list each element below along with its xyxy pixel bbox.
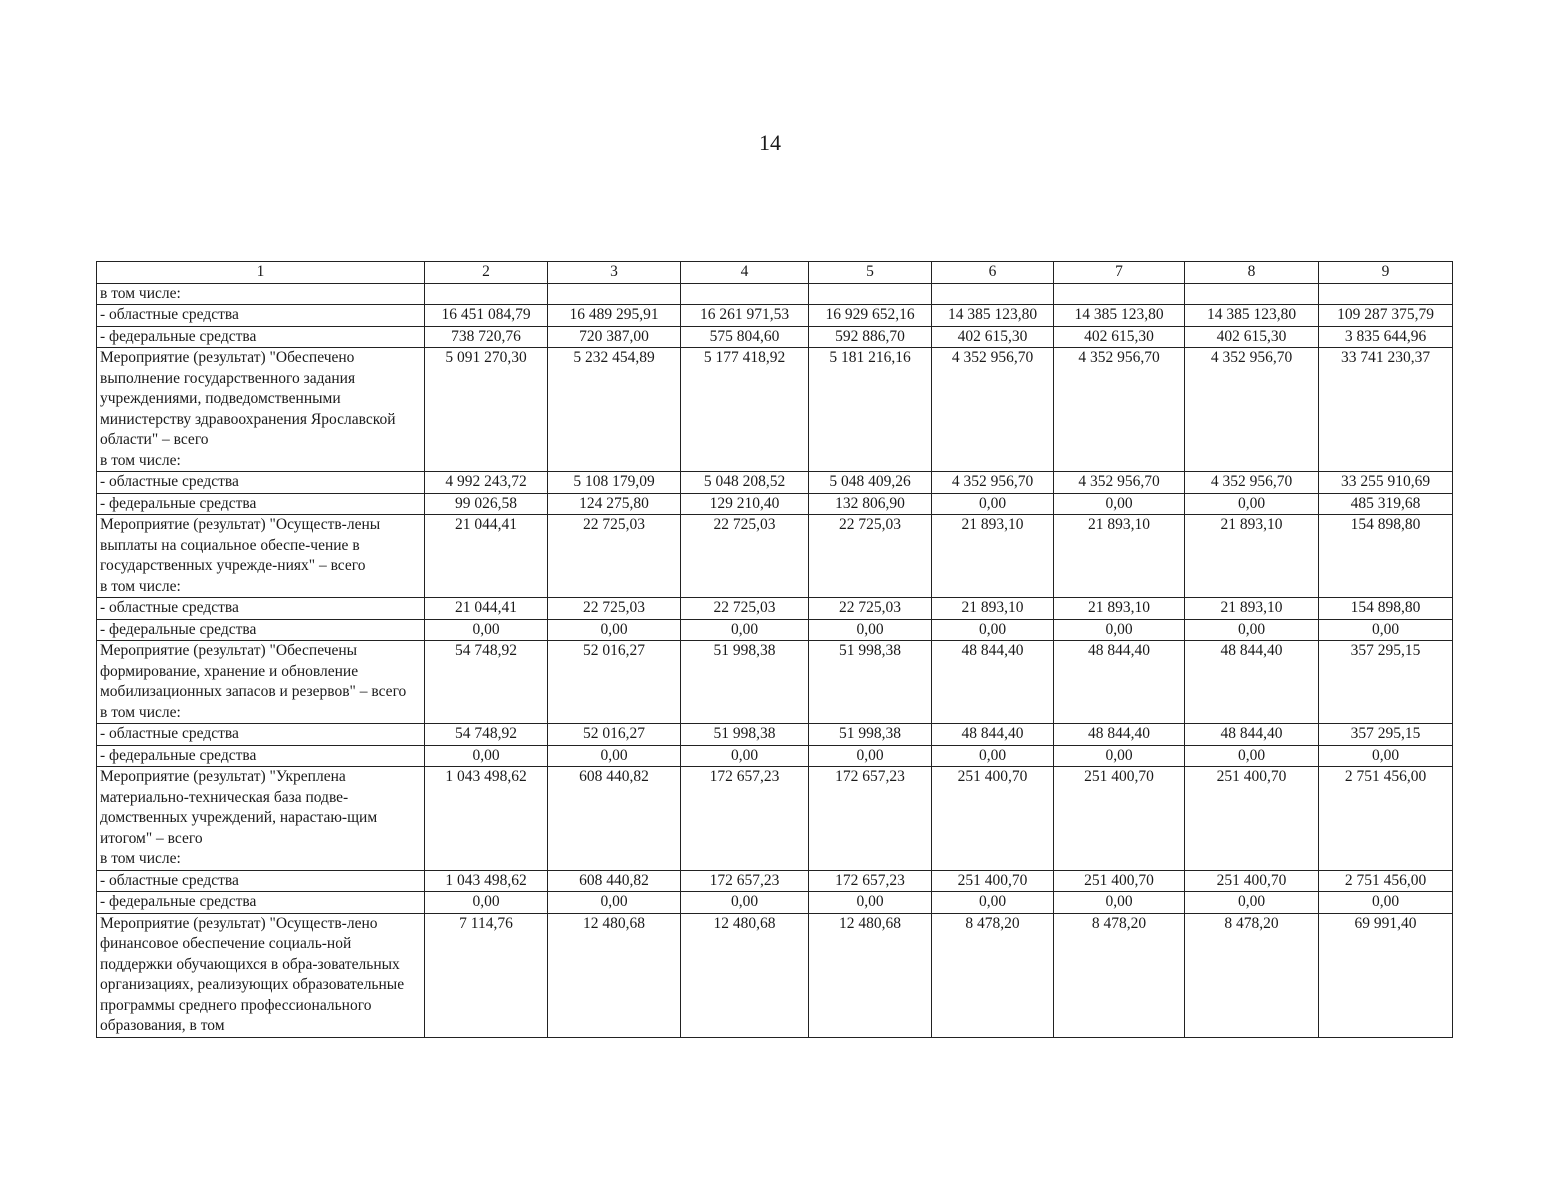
value-cell: 21 044,41 [425, 515, 548, 598]
header-cell: 4 [681, 262, 809, 284]
value-cell: 5 232 454,89 [548, 348, 681, 472]
value-cell: 124 275,80 [548, 493, 681, 515]
value-cell [932, 283, 1054, 305]
value-cell: 16 261 971,53 [681, 305, 809, 327]
value-cell: 738 720,76 [425, 326, 548, 348]
value-cell: 21 893,10 [932, 598, 1054, 620]
value-cell: 251 400,70 [932, 767, 1054, 871]
value-cell: 5 091 270,30 [425, 348, 548, 472]
value-cell: 14 385 123,80 [1185, 305, 1319, 327]
value-cell: 0,00 [809, 619, 932, 641]
value-cell: 5 177 418,92 [681, 348, 809, 472]
value-cell: 12 480,68 [809, 913, 932, 1037]
value-cell: 0,00 [548, 745, 681, 767]
value-cell: 16 451 084,79 [425, 305, 548, 327]
value-cell: 0,00 [1054, 493, 1185, 515]
table-row [97, 724, 1453, 746]
value-cell: 22 725,03 [548, 515, 681, 598]
value-cell [681, 283, 809, 305]
table-row [97, 305, 1453, 327]
page-number: 14 [759, 130, 781, 155]
table-row [97, 515, 1453, 598]
value-cell: 4 352 956,70 [1054, 348, 1185, 472]
row-label: - областные средства [97, 305, 425, 327]
value-cell: 402 615,30 [1054, 326, 1185, 348]
value-cell: 0,00 [425, 892, 548, 914]
row-label: - федеральные средства [97, 619, 425, 641]
value-cell: 69 991,40 [1319, 913, 1453, 1037]
row-label: - областные средства [97, 870, 425, 892]
value-cell: 22 725,03 [681, 515, 809, 598]
value-cell: 575 804,60 [681, 326, 809, 348]
row-label: Мероприятие (результат) "Укреплена материально-техническая база подве-домственных учреждений, нарастаю-щим итогом" – всего в том числе: [97, 767, 425, 871]
value-cell: 22 725,03 [809, 598, 932, 620]
value-cell: 0,00 [932, 892, 1054, 914]
value-cell: 4 352 956,70 [1185, 348, 1319, 472]
value-cell: 154 898,80 [1319, 598, 1453, 620]
value-cell: 3 835 644,96 [1319, 326, 1453, 348]
value-cell: 5 048 409,26 [809, 472, 932, 494]
value-cell: 51 998,38 [681, 641, 809, 724]
value-cell: 172 657,23 [809, 767, 932, 871]
value-cell: 251 400,70 [1185, 870, 1319, 892]
value-cell: 0,00 [1185, 892, 1319, 914]
table-row [97, 745, 1453, 767]
value-cell: 51 998,38 [809, 641, 932, 724]
value-cell: 8 478,20 [1185, 913, 1319, 1037]
header-cell: 6 [932, 262, 1054, 284]
value-cell: 12 480,68 [548, 913, 681, 1037]
value-cell [425, 283, 548, 305]
value-cell: 48 844,40 [1054, 641, 1185, 724]
value-cell [1319, 283, 1453, 305]
row-label: - областные средства [97, 724, 425, 746]
value-cell: 608 440,82 [548, 767, 681, 871]
header-cell: 8 [1185, 262, 1319, 284]
row-label: - федеральные средства [97, 326, 425, 348]
value-cell: 251 400,70 [1054, 767, 1185, 871]
value-cell: 51 998,38 [681, 724, 809, 746]
value-cell: 12 480,68 [681, 913, 809, 1037]
row-label: Мероприятие (результат) "Осуществ-лены выплаты на социальное обеспе-чение в государственных учрежде-ниях" – всего в том числе: [97, 515, 425, 598]
value-cell [1185, 283, 1319, 305]
value-cell: 21 893,10 [932, 515, 1054, 598]
row-label: - областные средства [97, 598, 425, 620]
value-cell: 4 352 956,70 [1054, 472, 1185, 494]
row-label: Мероприятие (результат) "Обеспечены формирование, хранение и обновление мобилизационных запасов и резервов" – всего в том числе: [97, 641, 425, 724]
value-cell: 21 893,10 [1185, 598, 1319, 620]
value-cell: 48 844,40 [1185, 724, 1319, 746]
header-cell: 7 [1054, 262, 1185, 284]
value-cell: 0,00 [932, 745, 1054, 767]
value-cell: 608 440,82 [548, 870, 681, 892]
value-cell: 251 400,70 [1185, 767, 1319, 871]
value-cell: 0,00 [548, 619, 681, 641]
header-cell: 9 [1319, 262, 1453, 284]
value-cell: 0,00 [548, 892, 681, 914]
value-cell: 8 478,20 [1054, 913, 1185, 1037]
value-cell: 0,00 [1185, 493, 1319, 515]
value-cell: 0,00 [932, 493, 1054, 515]
value-cell: 4 352 956,70 [932, 472, 1054, 494]
value-cell: 0,00 [1054, 892, 1185, 914]
row-label: в том числе: [97, 283, 425, 305]
table-row [97, 767, 1453, 871]
header-cell: 2 [425, 262, 548, 284]
table-row [97, 493, 1453, 515]
value-cell: 0,00 [681, 892, 809, 914]
value-cell: 0,00 [1185, 745, 1319, 767]
value-cell: 402 615,30 [1185, 326, 1319, 348]
value-cell: 21 893,10 [1054, 598, 1185, 620]
value-cell: 99 026,58 [425, 493, 548, 515]
value-cell: 0,00 [1319, 745, 1453, 767]
value-cell: 251 400,70 [1054, 870, 1185, 892]
table-row [97, 870, 1453, 892]
value-cell: 33 741 230,37 [1319, 348, 1453, 472]
value-cell: 0,00 [1054, 619, 1185, 641]
value-cell: 16 489 295,91 [548, 305, 681, 327]
value-cell: 4 352 956,70 [932, 348, 1054, 472]
value-cell: 0,00 [425, 745, 548, 767]
value-cell: 5 048 208,52 [681, 472, 809, 494]
value-cell: 5 181 216,16 [809, 348, 932, 472]
value-cell: 485 319,68 [1319, 493, 1453, 515]
value-cell: 5 108 179,09 [548, 472, 681, 494]
value-cell: 48 844,40 [932, 641, 1054, 724]
row-label: Мероприятие (результат) "Осуществ-лено финансовое обеспечение социаль-ной поддержки обучающихся в обра-зовательных организациях, реализующих образовательные программы среднего профессионального образования, в том [97, 913, 425, 1037]
table-row [97, 326, 1453, 348]
value-cell: 14 385 123,80 [1054, 305, 1185, 327]
value-cell: 2 751 456,00 [1319, 870, 1453, 892]
value-cell: 2 751 456,00 [1319, 767, 1453, 871]
value-cell: 21 893,10 [1054, 515, 1185, 598]
value-cell: 22 725,03 [809, 515, 932, 598]
value-cell: 8 478,20 [932, 913, 1054, 1037]
value-cell: 0,00 [932, 619, 1054, 641]
row-label: Мероприятие (результат) "Обеспечено выполнение государственного задания учреждениями, подведомственными министерству здравоохранения Ярославской области" – всего в том числе: [97, 348, 425, 472]
table-row [97, 892, 1453, 914]
value-cell: 22 725,03 [548, 598, 681, 620]
value-cell: 52 016,27 [548, 724, 681, 746]
header-cell: 5 [809, 262, 932, 284]
value-cell: 22 725,03 [681, 598, 809, 620]
budget-table [96, 261, 1453, 1038]
value-cell: 21 893,10 [1185, 515, 1319, 598]
value-cell: 357 295,15 [1319, 724, 1453, 746]
value-cell: 1 043 498,62 [425, 870, 548, 892]
value-cell: 0,00 [809, 892, 932, 914]
value-cell: 21 044,41 [425, 598, 548, 620]
header-cell: 1 [97, 262, 425, 284]
value-cell: 48 844,40 [1054, 724, 1185, 746]
row-label: - федеральные средства [97, 745, 425, 767]
table-row [97, 472, 1453, 494]
value-cell: 16 929 652,16 [809, 305, 932, 327]
table-row [97, 283, 1453, 305]
value-cell: 172 657,23 [681, 767, 809, 871]
table-row [97, 913, 1453, 1037]
header-cell: 3 [548, 262, 681, 284]
value-cell: 251 400,70 [932, 870, 1054, 892]
value-cell [809, 283, 932, 305]
value-cell: 1 043 498,62 [425, 767, 548, 871]
value-cell: 0,00 [425, 619, 548, 641]
table-row [97, 598, 1453, 620]
value-cell: 132 806,90 [809, 493, 932, 515]
value-cell: 48 844,40 [932, 724, 1054, 746]
value-cell: 129 210,40 [681, 493, 809, 515]
table-row [97, 348, 1453, 472]
value-cell: 172 657,23 [681, 870, 809, 892]
value-cell: 592 886,70 [809, 326, 932, 348]
value-cell: 720 387,00 [548, 326, 681, 348]
value-cell: 154 898,80 [1319, 515, 1453, 598]
value-cell: 54 748,92 [425, 641, 548, 724]
value-cell: 52 016,27 [548, 641, 681, 724]
row-label: - федеральные средства [97, 493, 425, 515]
value-cell: 0,00 [681, 619, 809, 641]
value-cell: 0,00 [1054, 745, 1185, 767]
value-cell: 4 352 956,70 [1185, 472, 1319, 494]
row-label: - федеральные средства [97, 892, 425, 914]
value-cell: 172 657,23 [809, 870, 932, 892]
value-cell: 54 748,92 [425, 724, 548, 746]
header-row [97, 262, 1453, 284]
value-cell: 4 992 243,72 [425, 472, 548, 494]
value-cell: 14 385 123,80 [932, 305, 1054, 327]
value-cell [1054, 283, 1185, 305]
value-cell: 0,00 [809, 745, 932, 767]
table-row [97, 641, 1453, 724]
value-cell: 357 295,15 [1319, 641, 1453, 724]
value-cell: 109 287 375,79 [1319, 305, 1453, 327]
value-cell: 33 255 910,69 [1319, 472, 1453, 494]
value-cell: 7 114,76 [425, 913, 548, 1037]
value-cell: 0,00 [1319, 619, 1453, 641]
table-row [97, 619, 1453, 641]
value-cell: 48 844,40 [1185, 641, 1319, 724]
value-cell: 0,00 [681, 745, 809, 767]
value-cell: 51 998,38 [809, 724, 932, 746]
value-cell: 0,00 [1185, 619, 1319, 641]
value-cell [548, 283, 681, 305]
value-cell: 0,00 [1319, 892, 1453, 914]
row-label: - областные средства [97, 472, 425, 494]
value-cell: 402 615,30 [932, 326, 1054, 348]
